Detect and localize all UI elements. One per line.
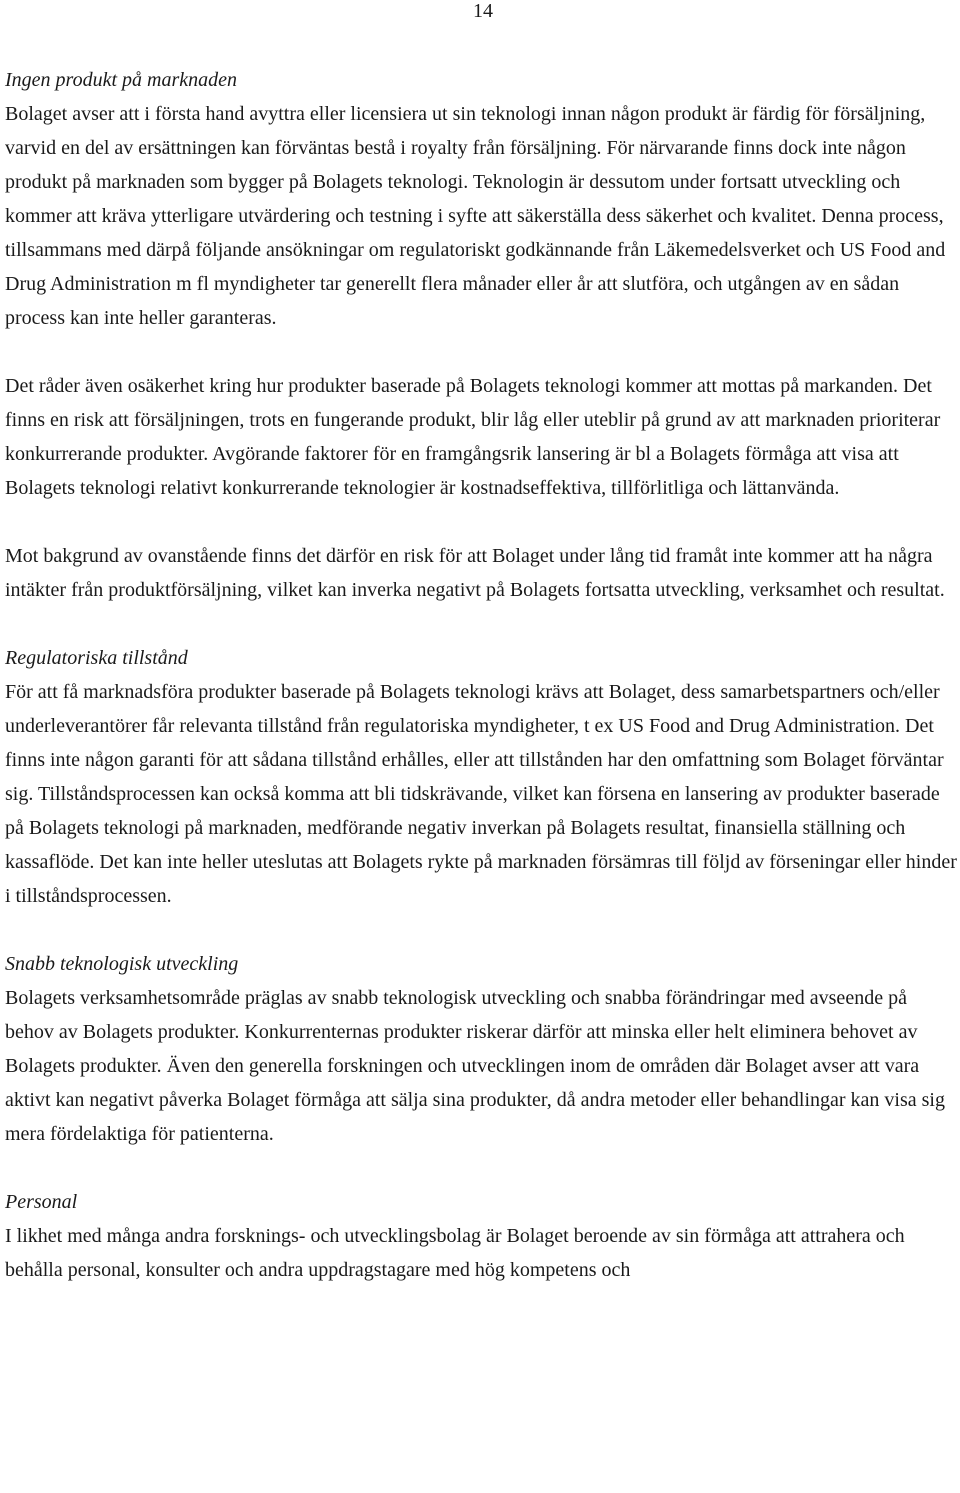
section-heading: Snabb teknologisk utveckling (5, 953, 239, 975)
section-heading: Regulatoriska tillstånd (5, 647, 188, 669)
paragraph: För att få marknadsföra produkter baserade på Bolagets teknologi krävs att Bolaget, dess samarbetspartners och/eller underleverantörer får relevanta tillstånd från regulatoriska myndigheter, t ex US Food and Drug Administration. Det finns inte någon garanti för att sådana tillstånd erhålles, eller att tillstånden har den omfattning som Bolaget förväntar sig. Tillståndsprocessen kan också komma att bli tidskrävande, vilket kan försena en lansering av produkter baserade på Bolagets teknologi på marknaden, medförande negativ inverkan på Bolagets resultat, finansiella ställning och kassaflöde. Det kan inte heller uteslutas att Bolagets rykte på marknaden försämras till följd av förseningar eller hinder i tillståndsprocessen. (5, 681, 957, 907)
document-body (5, 63, 957, 1287)
page-number: 14 (473, 0, 493, 22)
section-personal (5, 1185, 957, 1287)
section-heading: Personal (5, 1191, 78, 1213)
section-regulatoriska-tillstand (5, 641, 957, 913)
paragraph: Bolaget avser att i första hand avyttra eller licensiera ut sin teknologi innan någon produkt är färdig för försäljning, varvid en del av ersättningen kan förväntas bestå i royalty från försäljning. För närvarande finns dock inte någon produkt på marknaden som bygger på Bolagets teknologi. Teknologin är dessutom under fortsatt utveckling och kommer att kräva ytterligare utvärdering och testning i syfte att säkerställa dess säkerhet och kvalitet. Denna process, tillsammans med därpå följande ansökningar om regulatoriskt godkännande från Läkemedelsverket och US Food and Drug Administration m fl myndigheter tar generellt flera månader eller år att slutföra, och utgången av en sådan process kan inte heller garanteras. (5, 103, 946, 329)
paragraph: Bolagets verksamhetsområde präglas av snabb teknologisk utveckling och snabba förändringar med avseende på behov av Bolagets produkter. Konkurrenternas produkter riskerar därför att minska eller helt eliminera behovet av Bolagets produkter. Även den generella forskningen och utvecklingen inom de områden där Bolaget avser att vara aktivt kan negativt påverka Bolaget förmåga att sälja sina produkter, då andra metoder eller behandlingar kan visa sig mera fördelaktiga för patienterna. (5, 987, 945, 1145)
paragraph: Det råder även osäkerhet kring hur produkter baserade på Bolagets teknologi kommer att mottas på markanden. Det finns en risk att försäljningen, trots en fungerande produkt, blir låg eller uteblir på grund av att marknaden prioriterar konkurrerande produkter. Avgörande faktorer för en framgångsrik lansering är bl a Bolagets förmåga att visa att Bolagets teknologi relativt konkurrerande teknologier är kostnadseffektiva, tillförlitliga och lättanvända. (5, 375, 941, 499)
paragraph: Mot bakgrund av ovanstående finns det därför en risk för att Bolaget under lång tid framåt inte kommer att ha några intäkter från produktförsäljning, vilket kan inverka negativt på Bolagets fortsatta utveckling, verksamhet och resultat. (5, 545, 945, 601)
paragraph: I likhet med många andra forsknings- och utvecklingsbolag är Bolaget beroende av sin förmåga att attrahera och behålla personal, konsulter och andra uppdragstagare med hög kompetens och (5, 1225, 905, 1281)
section-ingen-produkt (5, 63, 957, 607)
section-snabb-teknologisk-utveckling (5, 947, 957, 1151)
section-heading: Ingen produkt på marknaden (5, 69, 237, 91)
